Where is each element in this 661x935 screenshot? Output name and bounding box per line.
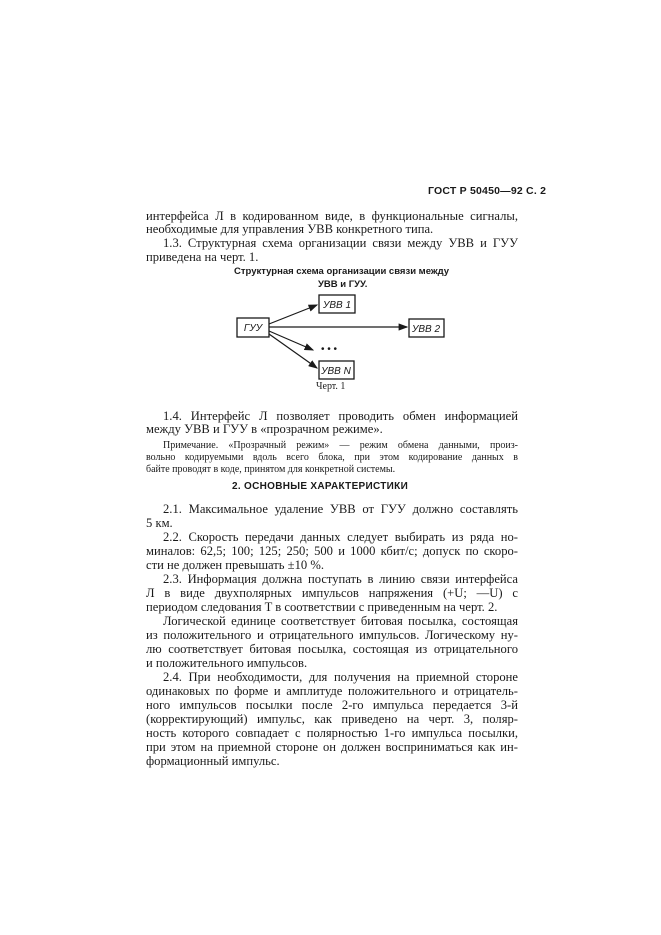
- text-line: 2.2. Скорость передачи данных следует выбирать из ряда но-: [163, 530, 518, 544]
- text-line: 1.4. Интерфейс Л позволяет проводить обмен информацией: [163, 409, 518, 423]
- text-line: сти не должен превышать ±10 %.: [146, 558, 324, 572]
- text-line: формационный импульс.: [146, 754, 280, 768]
- note-line: Примечание. «Прозрачный режим» — режим обмена данными, произ-: [163, 440, 518, 451]
- text-line: при этом на приемной стороне он должен восприниматься как ин-: [146, 740, 518, 754]
- text-line: ного импульсов посылки после 2-го импульса передается 3-й: [146, 698, 518, 712]
- ellipsis-dots: • • •: [321, 344, 338, 355]
- text-line: необходимые для управления УВВ конкретного типа.: [146, 222, 434, 236]
- text-line: Л в виде двухполярных импульсов напряжения (+U; —U) с: [146, 586, 518, 600]
- arrow-to-dots: [269, 331, 313, 350]
- text-line: лю соответствует битовая посылка, состоящая из отрицательного: [146, 642, 518, 656]
- text-line: миналов: 62,5; 100; 125; 250; 500 и 1000 кбит/с; допуск по скоро-: [146, 544, 518, 558]
- text-line: интерфейса Л в кодированном виде, в функциональные сигналы,: [146, 209, 518, 223]
- section-title: 2. ОСНОВНЫЕ ХАРАКТЕРИСТИКИ: [232, 481, 409, 492]
- text-line: периодом следования T в соответствии с приведенным на черт. 2.: [146, 600, 498, 614]
- arrow-to-uvv1: [269, 305, 317, 324]
- figure-label: Черт. 1: [316, 381, 346, 392]
- figure-caption-line2: УВВ и ГУУ.: [318, 279, 368, 290]
- text-line: одинаковых по форме и амплитуде положительного и отрицатель-: [146, 684, 518, 698]
- arrow-to-uvvn: [269, 334, 317, 368]
- text-line: приведена на черт. 1.: [146, 250, 259, 264]
- text-line: ность которого совпадает с полярностью 1-го импульса посылки,: [146, 726, 518, 740]
- text-line: и положительного импульсов.: [146, 656, 308, 670]
- box-uvvn-label: УВВ N: [321, 366, 351, 377]
- box-uvv1-label: УВВ 1: [322, 300, 352, 311]
- text-line: из положительного и отрицательного импульсов. Логическому ну-: [146, 628, 518, 642]
- text-line: Логической единице соответствует битовая посылка, состоящая: [163, 614, 518, 628]
- text-line: 2.1. Максимальное удаление УВВ от ГУУ должно составлять: [163, 502, 518, 516]
- text-line: 2.4. При необходимости, для получения на приемной стороне: [163, 670, 518, 684]
- note-line: байте проводят в коде, принятом для конкретной системы.: [146, 464, 396, 475]
- text-line: 1.3. Структурная схема организации связи между УВВ и ГУУ: [163, 236, 518, 250]
- box-guu-label: ГУУ: [243, 323, 263, 334]
- figure-caption-line1: Структурная схема организации связи между: [234, 266, 450, 277]
- text-line: (корректирующий) импульс, как приведено на черт. 3, поляр-: [146, 712, 518, 726]
- page-header: ГОСТ Р 50450—92 С. 2: [428, 185, 547, 197]
- text-line: между УВВ и ГУУ в «прозрачном режиме».: [146, 422, 383, 436]
- text-line: 5 км.: [146, 516, 173, 530]
- text-line: 2.3. Информация должна поступать в линию связи интерфейса: [163, 572, 518, 586]
- box-uvv2-label: УВВ 2: [411, 324, 441, 335]
- note-line: вольно кодируемыми вдоль всего блока, при этом кодирование данных в: [146, 452, 518, 463]
